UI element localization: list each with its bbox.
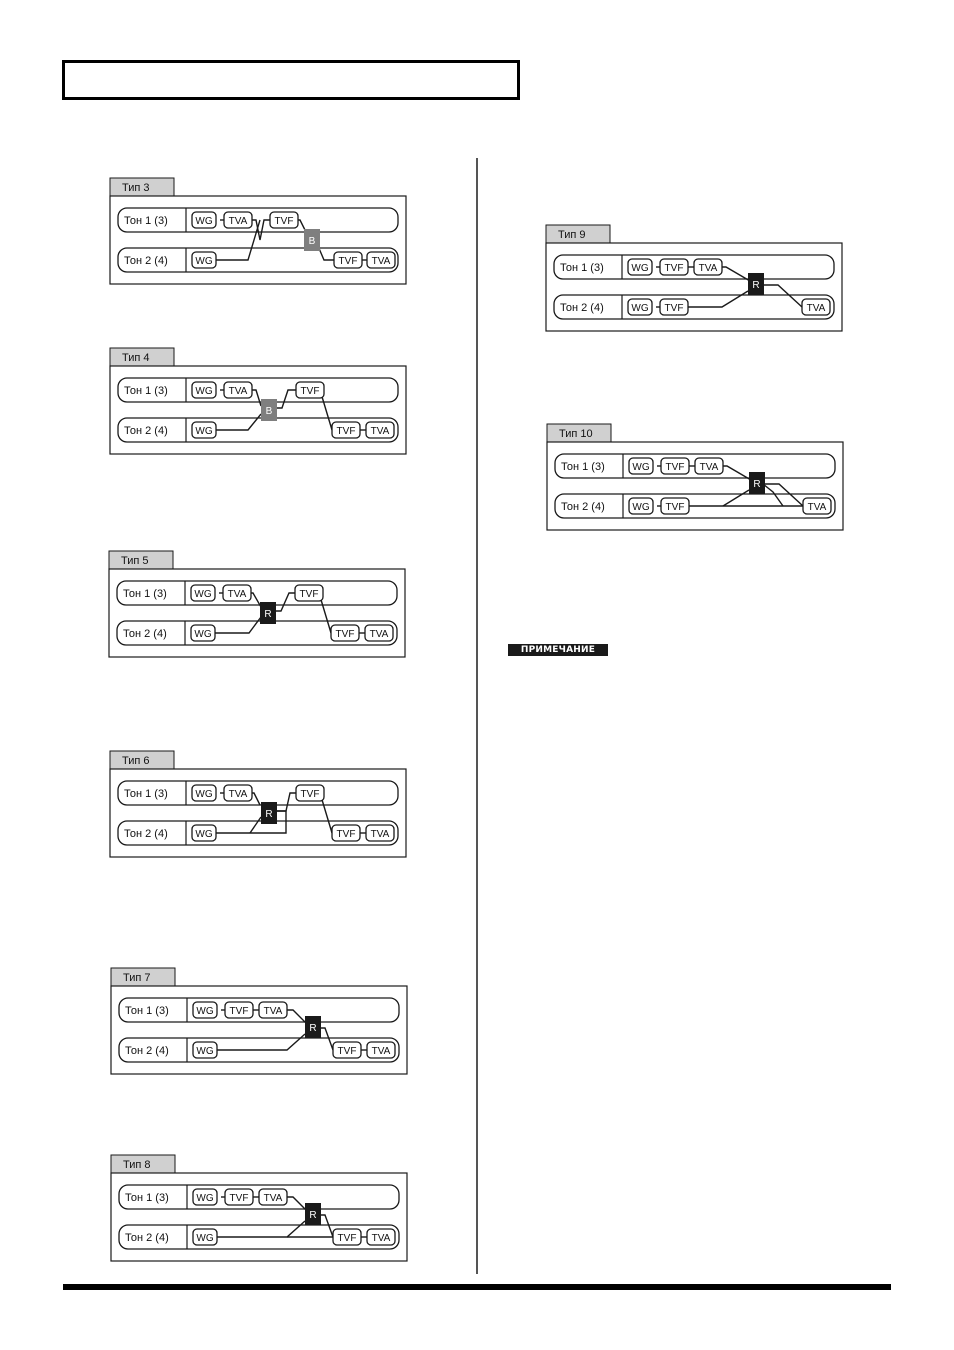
tva-module [366, 422, 394, 438]
wg-module-label: WG [196, 1006, 214, 1017]
tone1-label: Тон 1 (3) [561, 461, 605, 473]
combine-block [305, 1203, 321, 1225]
wg-module-label: WG [196, 1233, 214, 1244]
wg-module [192, 825, 216, 841]
tvf-module [225, 1189, 253, 1205]
tvf-module [334, 252, 362, 268]
combine-block-label: R [265, 809, 273, 820]
tone2-label: Тон 2 (4) [561, 501, 605, 513]
tva-module-label: TVA [369, 629, 389, 640]
routing-diagram-svg [547, 424, 847, 532]
tva-module [367, 1229, 395, 1245]
tone1-label: Тон 1 (3) [124, 215, 168, 227]
type-label: Тип 5 [121, 555, 149, 567]
tva-module-label: TVA [371, 1046, 391, 1057]
tva-module [366, 825, 394, 841]
tva-module-label: TVA [228, 216, 248, 227]
tone2-label: Тон 2 (4) [560, 302, 604, 314]
type-label: Тип 4 [122, 352, 150, 364]
type-label: Тип 3 [122, 182, 150, 194]
combine-block [748, 273, 764, 295]
tone1-label: Тон 1 (3) [124, 385, 168, 397]
tva-module [367, 252, 395, 268]
tone1-label: Тон 1 (3) [560, 262, 604, 274]
tvf-module-label: TVF [274, 216, 294, 227]
tvf-module [661, 498, 689, 514]
tvf-module-label: TVF [665, 502, 685, 513]
diagram-type-10 [547, 424, 847, 532]
diagram-type-3 [110, 178, 410, 286]
routing-diagram-svg [111, 968, 411, 1076]
tvf-module-label: TVF [229, 1193, 249, 1204]
diagram-type-5 [109, 551, 409, 659]
tva-module-label: TVA [263, 1193, 283, 1204]
wg-module [192, 785, 216, 801]
column-divider [476, 158, 478, 1274]
tvf-module-label: TVF [665, 462, 685, 473]
type-label: Тип 10 [559, 428, 593, 440]
wg-module-label: WG [632, 502, 650, 513]
tvf-module [332, 422, 360, 438]
wg-module-label: WG [194, 589, 212, 600]
tone2-label: Тон 2 (4) [125, 1232, 169, 1244]
wg-module-label: WG [195, 216, 213, 227]
combine-block [305, 1016, 321, 1038]
tvf-module-label: TVF [300, 789, 320, 800]
tvf-module [660, 259, 688, 275]
tva-module [224, 785, 252, 801]
wg-module-label: WG [196, 1046, 214, 1057]
wg-module [192, 382, 216, 398]
wg-module [193, 1002, 217, 1018]
tva-module-label: TVA [807, 502, 827, 513]
routing-diagram-svg [110, 751, 410, 859]
combine-block-label: B [308, 236, 316, 247]
routing-diagram-svg [110, 348, 410, 456]
diagram-type-7 [111, 968, 411, 1076]
wg-module [193, 1189, 217, 1205]
tvf-module [296, 382, 324, 398]
tva-module-label: TVA [228, 789, 248, 800]
tone1-label: Тон 1 (3) [125, 1005, 169, 1017]
tvf-module-label: TVF [300, 386, 320, 397]
wg-module-label: WG [195, 829, 213, 840]
combine-block-label: R [264, 609, 272, 620]
combine-block [261, 399, 277, 421]
tva-module-label: TVA [806, 303, 826, 314]
tone2-label: Тон 2 (4) [124, 255, 168, 267]
tvf-module [331, 625, 359, 641]
combine-block-label: R [752, 280, 760, 291]
tone2-label: Тон 2 (4) [125, 1045, 169, 1057]
tva-module [259, 1002, 287, 1018]
tva-module-label: TVA [227, 589, 247, 600]
section-header-box [62, 60, 520, 100]
diagram-type-6 [110, 751, 410, 859]
wg-module [192, 252, 216, 268]
tva-module [224, 382, 252, 398]
tvf-module [333, 1042, 361, 1058]
tone1-label: Тон 1 (3) [123, 588, 167, 600]
tone1-label: Тон 1 (3) [124, 788, 168, 800]
tvf-module-label: TVF [664, 263, 684, 274]
wg-module-label: WG [195, 256, 213, 267]
combine-block [749, 472, 765, 494]
tvf-module [295, 585, 323, 601]
tva-module [365, 625, 393, 641]
wg-module [629, 498, 653, 514]
wg-module-label: WG [195, 426, 213, 437]
tvf-module-label: TVF [335, 629, 355, 640]
tvf-module [660, 299, 688, 315]
routing-diagram-svg [109, 551, 409, 659]
tone2-label: Тон 2 (4) [124, 425, 168, 437]
combine-block-label: R [753, 479, 761, 490]
tone2-label: Тон 2 (4) [123, 628, 167, 640]
wg-module-label: WG [194, 629, 212, 640]
combine-block [260, 602, 276, 624]
wg-module [629, 458, 653, 474]
tva-module-label: TVA [371, 1233, 391, 1244]
wg-module [628, 259, 652, 275]
tvf-module-label: TVF [338, 256, 358, 267]
tvf-module [270, 212, 298, 228]
tvf-module [296, 785, 324, 801]
tva-module-label: TVA [370, 426, 390, 437]
combine-block-label: B [265, 406, 273, 417]
wg-module [628, 299, 652, 315]
tvf-module-label: TVF [299, 589, 319, 600]
wg-module-label: WG [631, 303, 649, 314]
combine-block [261, 802, 277, 824]
tvf-module [332, 825, 360, 841]
tva-module [223, 585, 251, 601]
wg-module [193, 1229, 217, 1245]
tva-module [259, 1189, 287, 1205]
wg-module-label: WG [195, 789, 213, 800]
wg-module-label: WG [195, 386, 213, 397]
note-badge: ПРИМЕЧАНИЕ [508, 644, 608, 656]
routing-diagram-svg [111, 1155, 411, 1263]
combine-block-label: R [309, 1210, 317, 1221]
tva-module-label: TVA [370, 829, 390, 840]
type-label: Тип 9 [558, 229, 586, 241]
tva-module [802, 299, 830, 315]
tva-module [367, 1042, 395, 1058]
tva-module [694, 259, 722, 275]
tva-module [224, 212, 252, 228]
combine-block [304, 229, 320, 251]
tone1-label: Тон 1 (3) [125, 1192, 169, 1204]
tvf-module [333, 1229, 361, 1245]
tva-module-label: TVA [699, 462, 719, 473]
diagram-type-9 [546, 225, 846, 333]
routing-diagram-svg [110, 178, 410, 286]
type-label: Тип 6 [122, 755, 150, 767]
wg-module [192, 212, 216, 228]
tvf-module-label: TVF [664, 303, 684, 314]
routing-diagram-svg [546, 225, 846, 333]
tva-module [803, 498, 831, 514]
wg-module-label: WG [632, 462, 650, 473]
tva-module-label: TVA [228, 386, 248, 397]
combine-block-label: R [309, 1023, 317, 1034]
wg-module [192, 422, 216, 438]
type-label: Тип 8 [123, 1159, 151, 1171]
diagram-type-8 [111, 1155, 411, 1263]
footer-rule [63, 1284, 891, 1290]
tva-module-label: TVA [263, 1006, 283, 1017]
tvf-module-label: TVF [337, 1233, 357, 1244]
tvf-module-label: TVF [229, 1006, 249, 1017]
tvf-module [661, 458, 689, 474]
tvf-module [225, 1002, 253, 1018]
diagram-type-4 [110, 348, 410, 456]
wg-module [193, 1042, 217, 1058]
tvf-module-label: TVF [336, 426, 356, 437]
tva-module-label: TVA [698, 263, 718, 274]
wg-module [191, 585, 215, 601]
tva-module-label: TVA [371, 256, 391, 267]
type-label: Тип 7 [123, 972, 151, 984]
tvf-module-label: TVF [336, 829, 356, 840]
tvf-module-label: TVF [337, 1046, 357, 1057]
tva-module [695, 458, 723, 474]
wg-module [191, 625, 215, 641]
wg-module-label: WG [631, 263, 649, 274]
tone2-label: Тон 2 (4) [124, 828, 168, 840]
wg-module-label: WG [196, 1193, 214, 1204]
